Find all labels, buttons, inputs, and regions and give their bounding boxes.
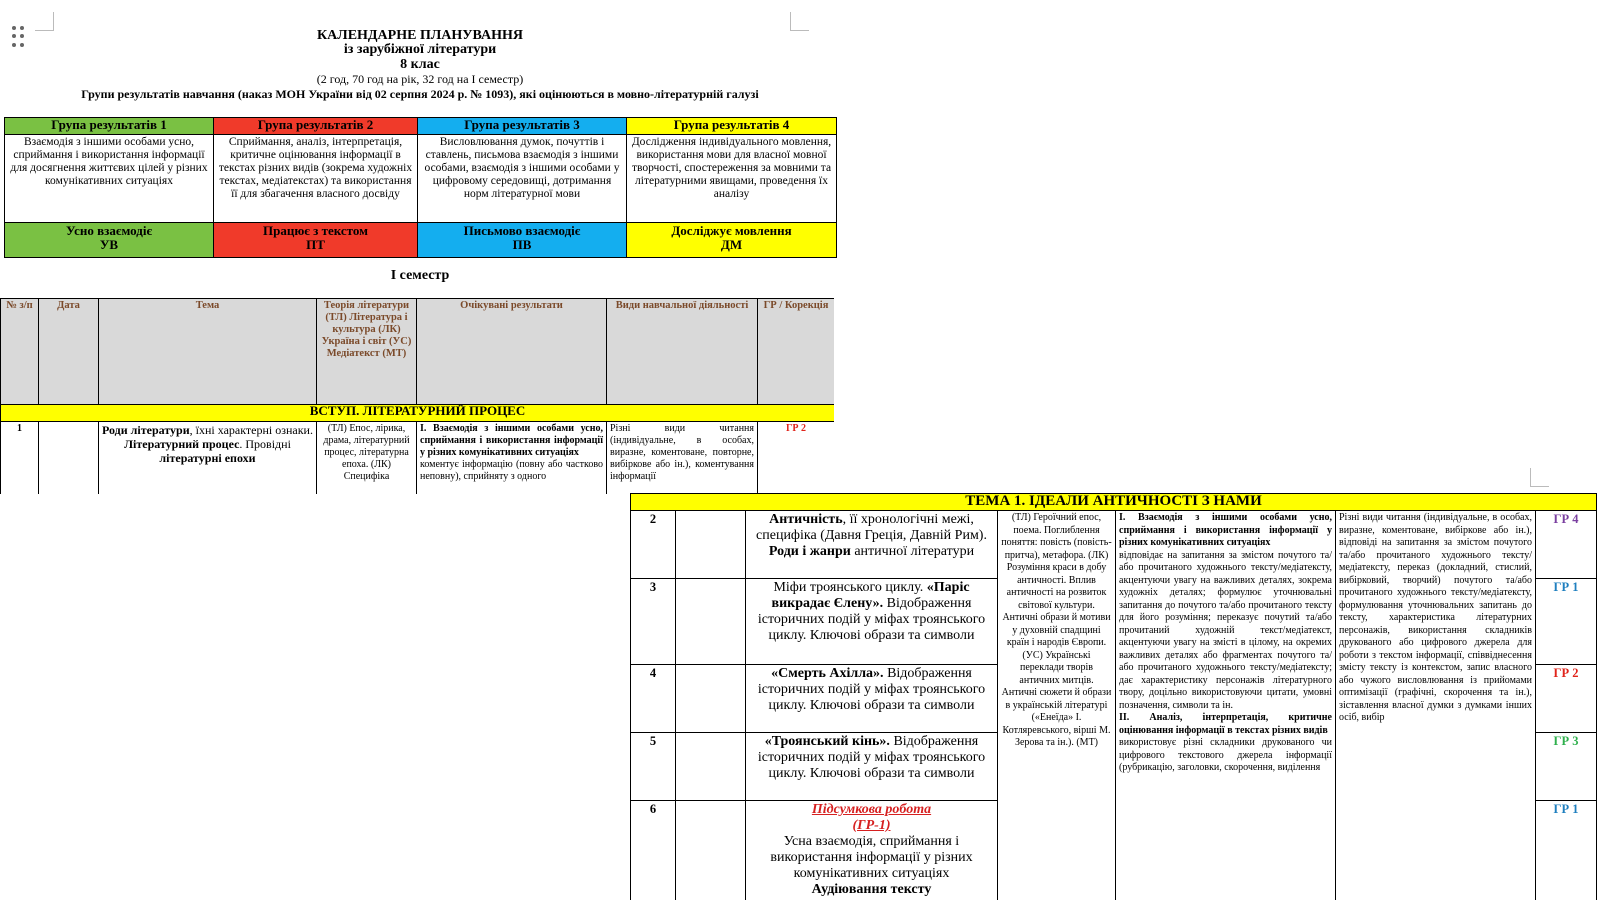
topic-bold: Роди літератури: [102, 423, 190, 437]
col-header-date: Дата: [39, 299, 99, 405]
col-header-topic: Тема: [99, 299, 317, 405]
doc-subtitle: Групи результатів навчання (наказ МОН України від 02 серпня 2024 р. № 1093), які оцінюються в мовно-літературній галузі: [81, 87, 759, 101]
row-num: 6: [631, 801, 676, 900]
group-3-desc: Висловлювання думок, почуттів і ставлень, письмова взаємодія з іншими особами, взаємодія з іншими особами у цифровому середовищі, дотримання норм літературної мови: [418, 135, 627, 223]
topic-text: Відображення історичних подій у міфах троянського циклу. Ключові образи та символи: [757, 734, 986, 781]
row-num: 3: [631, 579, 676, 665]
row-topic: [746, 511, 998, 579]
row-num: 2: [631, 511, 676, 579]
group-1-header: Група результатів 1: [5, 118, 214, 135]
row-theory: (ТЛ) Епос, лірика, драма, літературний процес, літературна епоха. (ЛК) Специфіка: [317, 422, 417, 495]
row-expected: [417, 422, 607, 495]
expected-cell: [1116, 511, 1336, 900]
topic-bold: Аудіювання тексту: [811, 882, 932, 897]
topic-text: Відображення історичних подій у міфах троянського циклу. Ключові образи та символи: [757, 666, 986, 713]
row-gr: ГР 2: [758, 422, 835, 495]
group-2-abbr-label: Працює з текстом: [262, 223, 369, 238]
doc-hours: (2 год, 70 год на рік, 32 год на І семестр): [316, 72, 524, 86]
section-topic-1: ТЕМА 1. ІДЕАЛИ АНТИЧНОСТІ З НАМИ: [631, 494, 1597, 511]
group-1-abbr: [5, 223, 214, 258]
expected-heading: ІІ. Аналіз, інтерпретація, критичне оцінювання інформації в текстах різних видів: [1119, 712, 1332, 736]
section-intro: ВСТУП. ЛІТЕРАТУРНИЙ ПРОЦЕС: [1, 405, 835, 422]
topic-bold: Роди і жанри: [768, 544, 851, 559]
group-1-abbr-label: Усно взаємодіє: [65, 223, 153, 238]
group-3-abbr-code: ПВ: [512, 237, 532, 252]
expected-text: відповідає на запитання за змістом почутого та/або прочитаного художнього тексту/медіатексту, акцентуючи увагу на важливих деталях, зокрема художніх деталях; формулює уточнювальні запитання до почутого та/або прочитаного тексту для його розуміння; переказує почутий та/або прочитаний художній текст/медіатекст, акцентуючи увагу на змісті в цілому, на окремих важливих деталях або фрагментах почутого та/або прочитаного художнього тексту/медіатексту; дає характеристику персонажів літературного твору, доцільно використовуючи цитати, умовні позначення, символи та ін.: [1119, 549, 1332, 711]
row-topic: [746, 665, 998, 733]
group-2-desc: Сприймання, аналіз, інтерпретація, критичне оцінювання інформації в текстах різних видів (зокрема художніх текстах, медіатекстах) та використання її для збагачення власного досвіду: [214, 135, 418, 223]
row-topic: [746, 801, 998, 900]
col-header-gr: ГР / Корекція: [758, 299, 835, 405]
expected-text: коментує інформацію (повну або частково неповну), сприйняту з одного: [420, 459, 603, 482]
topic-bold: Античність: [769, 512, 843, 527]
expected-text: використовує різні складники друкованого чи цифрового текстового джерела інформації (рубрикацію, заголовки, скорочення, виділення: [1119, 737, 1332, 773]
group-4-abbr-code: ДМ: [720, 237, 743, 252]
table-row: [1, 422, 835, 495]
topic-bold: Літературний процес: [124, 437, 240, 451]
group-3-abbr-label: Письмово взаємодіє: [463, 223, 581, 238]
page1-table-clip: [0, 298, 834, 494]
group-4-abbr: [627, 223, 837, 258]
page2-table-clip: [630, 493, 1600, 900]
topic-text: Усна взаємодія, сприймання і використання інформації у різних комунікативних ситуаціях: [770, 834, 973, 881]
table-row: [631, 511, 1597, 579]
doc-subject: із зарубіжної літератури: [343, 42, 497, 57]
row-date[interactable]: [676, 579, 746, 665]
row-gr: ГР 2: [1536, 665, 1597, 733]
final-work-group: (ГР-1): [852, 818, 891, 833]
expected-heading: І. Взаємодія з іншими особами усно, сприймання і використання інформації у різних комунікативних ситуаціях: [1119, 512, 1332, 548]
row-topic: [99, 422, 317, 495]
row-date[interactable]: [676, 511, 746, 579]
doc-title: КАЛЕНДАРНЕ ПЛАНУВАННЯ: [317, 28, 523, 43]
row-date[interactable]: [39, 422, 99, 495]
row-num: 4: [631, 665, 676, 733]
semester-heading: І семестр: [390, 268, 450, 283]
group-1-abbr-code: УВ: [99, 237, 119, 252]
group-1-desc: Взаємодія з іншими особами усно, сприймання і використання інформації для досягнення життєвих цілей у різних комунікативних ситуаціях: [5, 135, 214, 223]
row-num: 1: [1, 422, 39, 495]
group-4-desc: Дослідження індивідуального мовлення, використання мови для власної мовної творчості, спостереження за мовними та літературними явищами, проведення їх аналізу: [627, 135, 837, 223]
group-4-abbr-label: Досліджує мовлення: [671, 223, 792, 238]
group-4-header: Група результатів 4: [627, 118, 837, 135]
calendar-table-page2: [630, 493, 1597, 900]
final-work-label: Підсумкова робота: [811, 802, 932, 817]
topic-text: Відображення історичних подій у міфах троянського циклу. Ключові образи та символи: [757, 596, 986, 643]
topic-text: , їхні характерні ознаки.: [189, 423, 313, 437]
row-gr: ГР 3: [1536, 733, 1597, 801]
row-date[interactable]: [676, 733, 746, 801]
topic-text: античної літератури: [850, 544, 975, 559]
row-activities: Різні види читання (індивідуальне, в особах, виразне, коментоване, повторне, вибіркове або ін.), коментування інформації: [607, 422, 758, 495]
row-gr: ГР 4: [1536, 511, 1597, 579]
result-groups-table: [4, 117, 837, 258]
topic-text: . Провідні: [239, 437, 291, 451]
row-num: 5: [631, 733, 676, 801]
col-header-num: № з/п: [1, 299, 39, 405]
page-corner-mark: [1530, 468, 1549, 487]
row-date[interactable]: [676, 801, 746, 900]
expected-heading: І. Взаємодія з іншими особами усно, сприймання і використання інформації у різних комунікативних ситуаціях: [420, 423, 603, 458]
row-date[interactable]: [676, 665, 746, 733]
topic-bold: літературні епохи: [159, 451, 256, 465]
group-2-header: Група результатів 2: [214, 118, 418, 135]
topic-bold: «Троянський кінь».: [764, 734, 890, 749]
topic-bold: «Паріс викрадає Єлену».: [771, 580, 970, 611]
activities-cell: Різні види читання (індивідуальне, в особах, виразне, коментоване, вибіркове або ін.), відповіді на запитання за змістом почутого та/або прочитаного художнього тексту/медіатексту, переказ (докладний, стислий, вибірковий, творчий) почутого та/або прочитаного художнього тексту/медіатексту, формулювання уточнювальних запитань до тексту, характеристика літературних персонажів, використання складників друкованого або цифрового джерела для роботи з текстом інформації, співвіднесення змісту тексту із контекстом, запис власного або чужого висловлювання із прийомами оптимізації (графічні, скорочення та ін.), зіставлення власної думки з думками інших осіб, вибір: [1336, 511, 1536, 900]
col-header-expected: Очікувані результати: [417, 299, 607, 405]
group-2-abbr: [214, 223, 418, 258]
col-header-theory: Теорія літератури (ТЛ) Література і культура (ЛК) Україна і світ (УС) Медіатекст (МТ): [317, 299, 417, 405]
group-3-abbr: [418, 223, 627, 258]
row-gr: ГР 1: [1536, 579, 1597, 665]
topic-bold: «Смерть Ахілла».: [771, 666, 884, 681]
doc-grade: 8 клас: [400, 57, 440, 72]
calendar-table: [0, 298, 834, 494]
group-2-abbr-code: ПТ: [306, 237, 325, 252]
topic-text: , її хронологічні межі, специфіка (Давня Греція, Давній Рим).: [756, 512, 987, 543]
theory-cell: (ТЛ) Героїчний епос, поема. Поглиблення поняття: повість (повість-притча), метафора. (ЛК) Розуміння краси в добу античності. Вплив античності на розвиток світової культури. Античні образи й мотиви у духовній спадщині країн і народів Європи. (УС) Українські переклади творів античних митців. Античні сюжети й образи в українській літературі («Енеїда» І. Котляревського, вірші М. Зерова та ін.). (МТ): [998, 511, 1116, 900]
row-topic: [746, 733, 998, 801]
row-topic: [746, 579, 998, 665]
row-gr: ГР 1: [1536, 801, 1597, 900]
topic-text: Міфи троянського циклу.: [773, 580, 927, 595]
col-header-activities: Види навчальної діяльності: [607, 299, 758, 405]
group-3-header: Група результатів 3: [418, 118, 627, 135]
